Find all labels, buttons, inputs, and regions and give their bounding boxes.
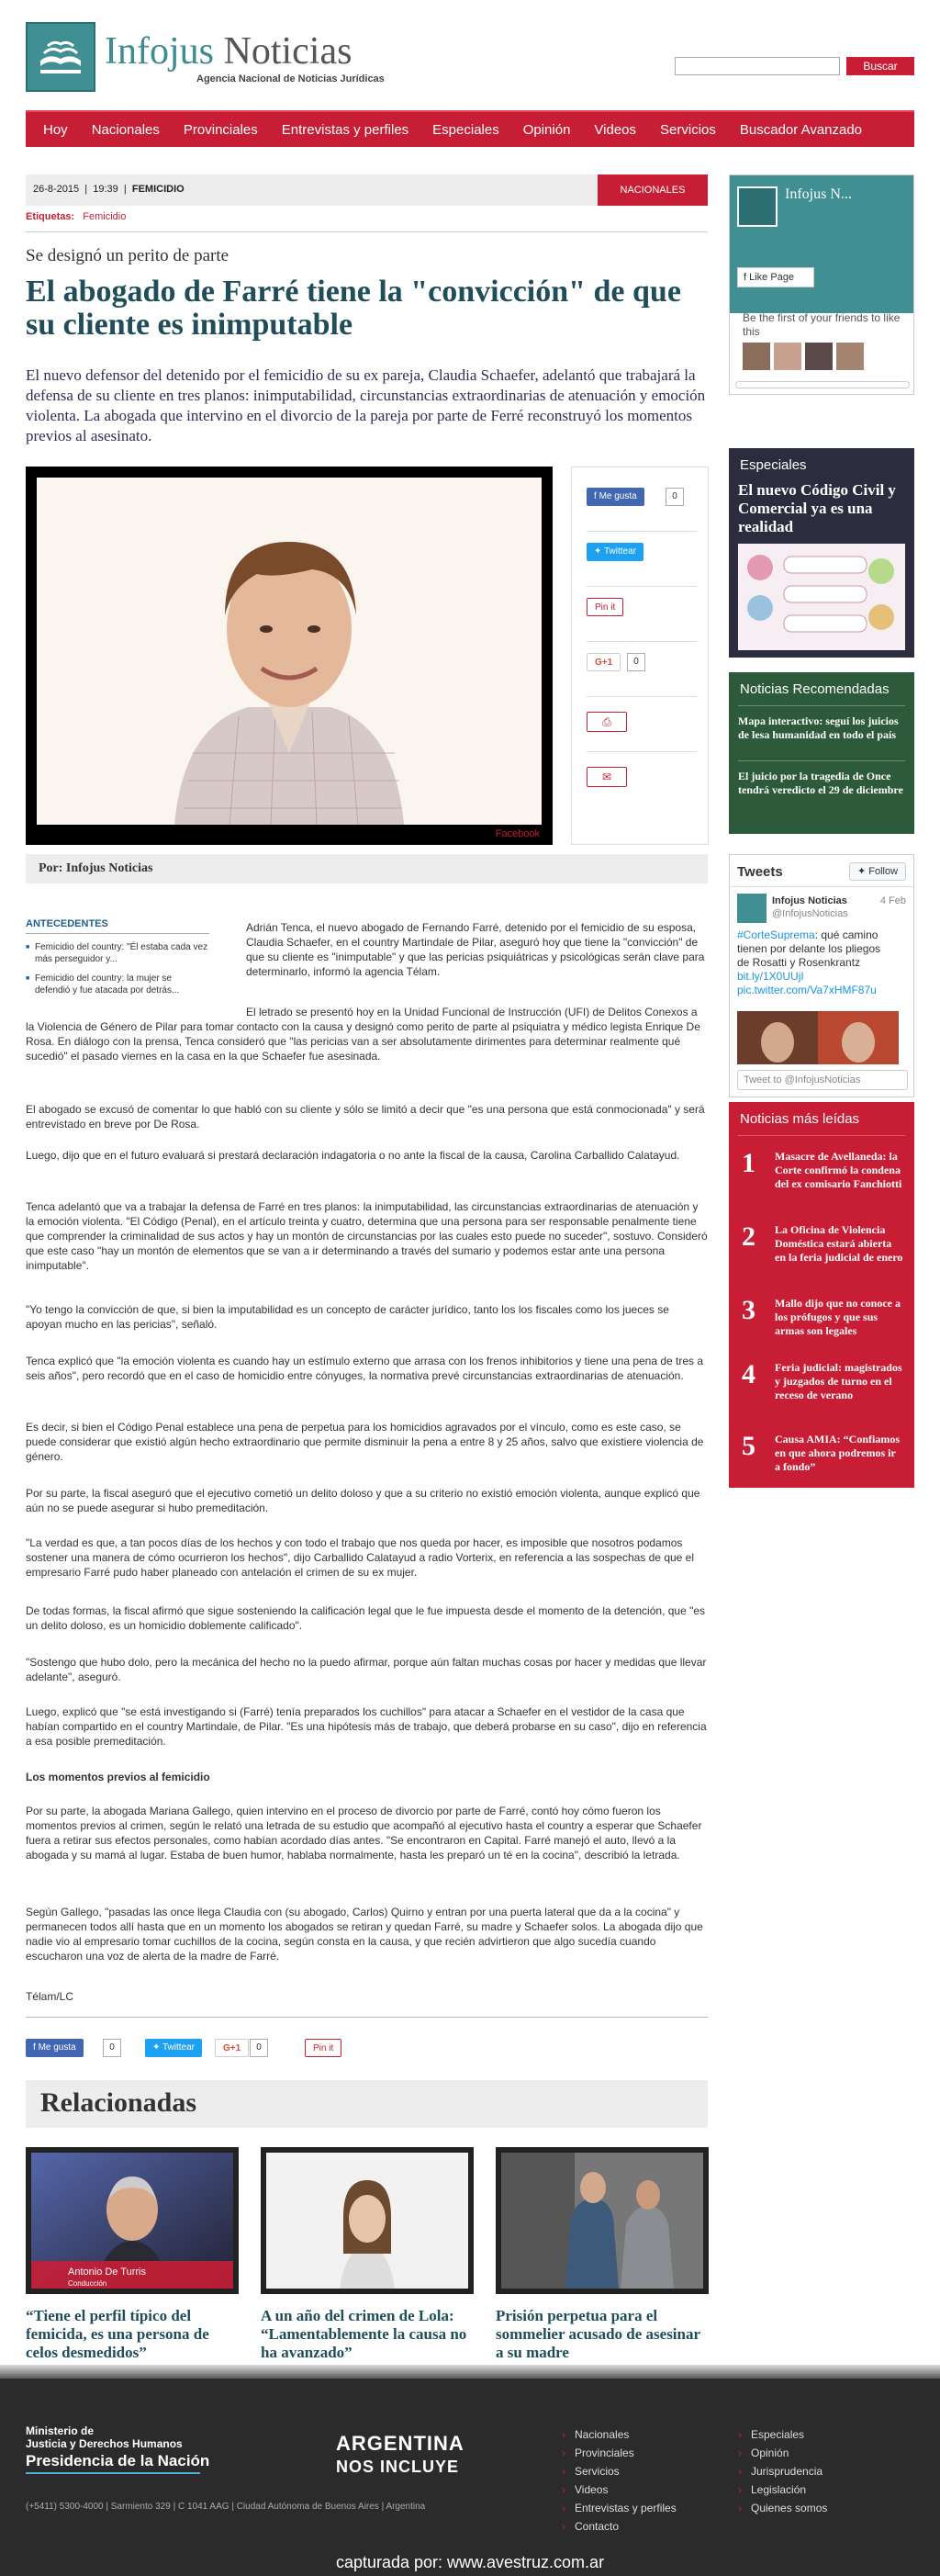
article-headline: El abogado de Farré tiene la "convicción" de que su cliente es inimputable [26,275,681,342]
friend-avatar[interactable] [743,343,770,370]
mas-leida-title[interactable]: Masacre de Avellaneda: la Corte confirmó la condena del ex comisario Fanchiotti [775,1150,902,1190]
tags-label: Etiquetas: [26,211,75,222]
mas-leida-number: 2 [742,1221,755,1252]
facebook-like-button[interactable]: f Me gusta [587,488,644,506]
footer-link[interactable]: › Legislación [751,2483,806,2496]
article-paragraph: Según Gallego, "pasadas las once llega Claudia con (su abogado, Carlos) Quirno y entran por una puerta lateral que da a la cocina" y permanecen todos allí hasta que en un momento los abogados se retiran y quedan Farré, su madre y Schaefer solos. La abogada dijo que nadie vio al empresario tomar cuchillos de la cocina, según consta en la causa, y que recién advirtieron que algo sucedía cuando escucharon una voz de alerta de la madre de Farré. [26,1906,703,1963]
article-paragraph: "La verdad es que, a tan pocos días de los hechos y con todo el trabajo que nos queda por hacer, es imposible que nosotros podamos sostener una manera de cómo ocurrieron los hechos", dijo Carballido Calatayud a radio Vorterix, en referencia a las sospechas de que el empresario Farré pudo haber planeado con antelación el crimen de su ex mujer. [26,1536,695,1579]
argentina-logo-line1: ARGENTINA [336,2432,464,2455]
related-image[interactable] [261,2147,474,2294]
logo-subtitle: Agencia Nacional de Noticias Jurídicas [196,73,385,84]
divider [738,705,905,706]
mas-leida-title[interactable]: Mallo dijo que no conoce a los prófugos y que sus armas son legales [775,1297,901,1337]
divider [738,760,905,761]
share-row-gplus [587,642,697,697]
tags-line [26,211,126,222]
tag-link[interactable]: Femicidio [83,211,127,222]
main-nav [26,110,914,147]
related-card[interactable] [261,2147,474,2362]
logo-title: Infojus Noticias [105,30,352,73]
article-category: FEMICIDIO [131,184,185,195]
twitter-widget [729,854,914,1097]
recomendadas-box [729,672,914,834]
article-paragraph: Luego, dijo que en el futuro evaluará si prestará declaración indagatoria o no ante la fiscal de la causa, Carolina Carballido Calatayud. [26,1149,680,1162]
divider [738,1135,905,1136]
footer-address: (+5411) 5300-4000 | Sarmiento 329 | C 1041 AAG | Ciudad Autónoma de Buenos Aires | Argentina [26,2502,426,2512]
tweet-image[interactable] [737,1011,899,1064]
article-meta-bar [26,174,708,206]
site-logo[interactable] [26,22,385,92]
mas-leidas-box [729,1102,914,1488]
recomendada-link[interactable]: Mapa interactivo: seguí los juicios de lesa humanidad en todo el país [738,714,899,741]
article-paragraph: El abogado se excusó de comentar lo que habló con su cliente y sólo se limitó a decir que "es una persona que está conmocionada" y será entrevistado en breve por De Rosa. [26,1103,705,1131]
article-subheading: Los momentos previos al femicidio [26,1771,210,1783]
facebook-banner[interactable] [730,175,913,313]
ministerio-line1: Ministerio de [26,2424,95,2437]
tweet-text: #CorteSuprema: qué camino tienen por delante los pliegos de Rosatti y Rosenkrantz bit.ly/1X0UUjI pic.twitter.com/Va7xHMF87u [737,928,881,996]
footer-link[interactable]: › Contacto [575,2520,619,2533]
article-paragraph: Adrián Tenca, el nuevo abogado de Fernando Farré, detenido por el femicidio de su esposa, Claudia Schaefer, en el country Martindale de Pilar, aseguró hoy que tiene la "convicción" de que su cliente es "inimputable" y que las pericias psiquiátricas y psicológicas serán clave para determinarlo, informó la agencia Télam. [246,921,705,978]
related-title: Relacionadas [40,2087,197,2118]
footer-link[interactable]: › Jurisprudencia [751,2465,822,2478]
antecedentes-title: ANTECEDENTES [26,918,209,934]
article-paragraph: "Yo tengo la convicción de que, si bien la imputabilidad es un concepto de carácter jurídico, tanto los los fiscales como los jueces se apoyan mucho en las pericias", señaló. [26,1303,669,1331]
facebook-count: 0 [103,2039,121,2057]
tweet-avatar[interactable] [737,894,767,923]
facebook-page-name: Infojus N... [785,186,852,202]
article-paragraph: De todas formas, la fiscal afirmó que sigue sosteniendo la calificación legal que le fue impuesta desde el momento de la detención, que "es un delito doloso, es un homicidio doblemente calificado". [26,1604,706,1632]
antecedente-link[interactable]: ■ Femicidio del country: la mujer se defendió y fue atacada por detrás... [26,973,209,996]
divider [26,2017,708,2018]
antecedente-link[interactable]: ■ Femicidio del country: "Él estaba cada vez más perseguidor y... [26,941,209,965]
facebook-page-logo [737,186,778,227]
related-headline[interactable]: A un año del crimen de Lola: “Lamentablemente la causa no ha avanzado” [261,2307,467,2361]
twitter-follow-button[interactable]: ✦ Follow [849,862,906,881]
nav-item-hoy[interactable]: Hoy [43,121,68,138]
related-card[interactable] [26,2147,239,2362]
article-paragraph: "Sostengo que hubo dolo, pero la mecánica del hecho no la puedo afirmar, porque aún faltan muchas cosas por hacer y medidas que llevar adelante", aseguró. [26,1656,707,1683]
mas-leida-number: 1 [742,1148,755,1178]
print-icon[interactable]: ⎙ [587,712,627,732]
share-row-pinterest [587,587,697,642]
facebook-like-page-button[interactable]: f Like Page [737,267,814,287]
footer-link[interactable]: › Opinión [751,2447,789,2459]
article-date: 26-8-2015 [33,184,80,195]
nav-item-opinion[interactable]: Opinión [522,121,571,138]
nav-item-especiales[interactable]: Especiales [432,121,499,138]
article-paragraph: Es decir, si bien el Código Penal establece una pena de perpetua para los homicidios agravados por el vínculo, como es este caso, se puede considerar que existió algún hecho extraordinario que permite disminuir la pena a entre 8 y 25 años, salvo que existiere violencia de género. [26,1421,704,1463]
article-date-line: 26-8-2015 | 19:39 | FEMICIDIO [33,184,185,195]
tweet-author-handle[interactable]: @InfojusNoticias [772,908,848,919]
ministerio-line2: Justicia y Derechos Humanos [26,2437,183,2450]
divider [26,2472,200,2474]
friend-avatar[interactable] [836,343,864,370]
author-bar [26,854,708,883]
nav-item-provinciales[interactable]: Provinciales [183,121,258,138]
divider [730,886,913,887]
related-headline[interactable]: “Tiene el perfil típico del femicida, es una persona de celos desmedidos” [26,2307,209,2361]
antecedentes-box [26,918,209,996]
article-paragraph: El letrado se presentó hoy en la Unidad Funcional de Instrucción (UFI) de Delitos Conexos a la Violencia de Género de Pilar para tomar contacto con la causa y designó como perito de parte al psiquiatra y médico legista Enrique De Rosa. En diálogo con la prensa, Tenca consideró que "las pericias van a ser absolutamente dirimentes para determinar realmente qué sucedió" el pasado viernes en la casa en la que Schaefer fue asesinada. [26,1006,700,1063]
article-lead: El nuevo defensor del detenido por el femicidio de su ex pareja, Claudia Schaefer, adelantó que trabajará la defensa de su cliente en tres planos: inimputabilidad, circunstancias extraordinarias de atenuación y emoción violenta. La abogada que intervino en el divorcio de la pareja por parte de Ferré reconstruyó los momentos previos al asesinato. [26,366,706,444]
footer-link[interactable]: › Provinciales [575,2447,634,2459]
facebook-like-button[interactable]: f Me gusta [26,2039,84,2057]
share-column [571,467,709,845]
article-photo[interactable] [26,467,553,845]
twitter-share-button[interactable]: ✦ Twittear [587,543,643,561]
nav-item-entrevistas[interactable]: Entrevistas y perfiles [281,121,409,138]
article-time: 19:39 [93,184,118,195]
divider [26,231,708,232]
bottom-share-bar [26,2039,708,2061]
article-paragraph: Tenca adelantó que va a trabajar la defensa de Farré en tres planos: la inimputabilidad, las circunstancias extraordinarias de atenuación y la emoción violenta. "El Código (Penal), en el artículo treinta y cuatro, determina que una persona para ser responsable penalmente tiene que comprender la criminalidad de sus actos y hay un montón de circunstancias por las cuales esto puede no suceder", sostuvo. Consideró que este caso "hay un montón de elementos que se van a ir determinando a través del sumario y podemos estar ante una persona inimputable". [26,1200,708,1272]
footer-link[interactable]: › Especiales [751,2428,804,2441]
share-row-twitter [587,532,697,587]
recomendadas-header: Noticias Recomendadas [740,681,890,697]
footer-link[interactable]: › Servicios [575,2465,620,2478]
mas-leida-title[interactable]: Causa AMIA: “Confiamos en que ahora podremos ir a fondo” [775,1433,901,1473]
capture-watermark: capturada por: www.avestruz.com.ar [335,2553,605,2571]
share-row-facebook [587,477,697,532]
mas-leida-title[interactable]: La Oficina de Violencia Doméstica estará abierta en la feria judicial de enero [775,1223,903,1264]
mas-leida-number: 3 [742,1295,755,1325]
related-headline[interactable]: Prisión perpetua para el sommelier acusado de asesinar a su madre [496,2307,700,2361]
especiales-title[interactable]: El nuevo Código Civil y Comercial ya es una realidad [738,481,896,535]
tweet-to-input[interactable]: Tweet to @InfojusNoticias [737,1070,908,1090]
footer-link[interactable]: › Quienes somos [751,2502,827,2514]
nav-item-nacionales[interactable]: Nacionales [91,121,160,138]
search-button[interactable]: Buscar [846,57,914,75]
related-caption-role: Conducción [68,2279,107,2288]
facebook-friends-text: Be the first of your friends to like this [743,311,901,338]
friend-avatar[interactable] [774,343,801,370]
pinterest-button[interactable]: Pin it [305,2039,341,2057]
nav-item-servicios[interactable]: Servicios [660,121,716,138]
site-footer [0,2379,940,2576]
tweet-link[interactable]: bit.ly/1X0UUjI [737,970,804,983]
argentina-logo-line2: NOS INCLUYE [336,2458,460,2476]
tweets-title: Tweets [737,864,783,880]
tweet-author-name[interactable]: Infojus Noticias [772,895,847,906]
related-image[interactable] [496,2147,709,2294]
photo-credit: Facebook [495,828,540,839]
related-image[interactable] [26,2147,239,2294]
nav-item-videos[interactable]: Videos [594,121,637,138]
mas-leida-title[interactable]: Feria judicial: magistrados y juzgados de turno en el receso de verano [775,1361,902,1401]
gplus-count: 0 [250,2039,268,2057]
especiales-header: Especiales [740,457,807,473]
related-header [26,2080,708,2128]
site-header [0,0,940,108]
article-kicker: Se designó un perito de parte [26,246,229,265]
twitter-share-button[interactable]: ✦ Twittear [145,2039,202,2057]
share-row-print [587,697,697,752]
search-input[interactable] [675,57,840,75]
article-author: Por: Infojus Noticias [39,861,153,875]
related-caption-name: Antonio De Turris [68,2267,146,2278]
portrait-image [37,478,542,825]
nav-item-buscador[interactable]: Buscador Avanzado [739,121,863,138]
mas-leida-number: 5 [742,1431,755,1461]
article-paragraph: Luego, explicó que "se está investigando si (Farré) tenía preparados los cuchillos" para atacar a Schaefer en el vestidor de la casa que habían compartido en el country Martindale, de Pilar. "Es una hipótesis más de trabajo, que deberá probarse en su caso", dijo en referencia a esa posible premeditación. [26,1705,707,1748]
share-row-mail [587,752,697,807]
footer-link[interactable]: › Entrevistas y perfiles [575,2502,677,2514]
section-badge[interactable]: NACIONALES [598,174,708,206]
especiales-image[interactable] [738,544,905,650]
gplus-count: 0 [627,653,645,671]
especiales-box [729,448,914,658]
article-paragraph: Tenca explicó que "la emoción violenta es cuando hay un estímulo externo que arrasa con los frenos inhibitorios y tiene una pena de tres a seis años", pero recordó que en el caso de homicidio entre cónyuges, la normativa prevé circunstancias extraordinarias de atenuación. [26,1355,704,1382]
facebook-count: 0 [666,488,684,506]
tweet-hashtag[interactable]: #CorteSuprema [737,928,815,941]
tweet-date[interactable]: 4 Feb [879,895,906,906]
footer-link[interactable]: › Nacionales [575,2428,629,2441]
related-card[interactable] [496,2147,709,2362]
article-paragraph: Por su parte, la abogada Mariana Gallego, quien intervino en el proceso de divorcio por parte de Farré, contó hoy cómo fueron los momentos previos al crimen, según le relató una letrada de su estudio que acompañó al ejecutivo hasta el country a esperar que Schaefer fuera a retirar sus efectos personales, como habían acordado días antes. "Se encontraron en Capital. Farré manejó el auto, llevó a la abogada y su mamá al lugar. Estaba de buen humor, hablaba normalmente, hasta les preparó un té en la cocina", describió la letrada. [26,1805,702,1862]
recomendada-link[interactable]: El juicio por la tragedia de Once tendrá veredicto el 29 de diciembre [738,770,903,796]
mail-icon[interactable]: ✉ [587,767,627,787]
article-paragraph: Por su parte, la fiscal aseguró que el ejecutivo cometió un delito doloso y que a su criterio no existió emoción violenta, aunque explicó que aún no se puede asegurar si hubo premeditación. [26,1487,700,1514]
facebook-widget [729,174,914,395]
gplus-button[interactable]: G+1 [215,2039,249,2057]
article-signature: Télam/LC [26,1990,74,2003]
friend-avatar[interactable] [805,343,833,370]
mas-leidas-header: Noticias más leídas [740,1111,860,1127]
tweet-link[interactable]: pic.twitter.com/Va7xHMF87u [737,984,877,996]
facebook-scrollbar[interactable] [735,381,910,388]
logo-book-icon [26,22,95,92]
presidencia-logo-text[interactable]: Presidencia de la Nación [26,2452,210,2469]
gplus-button[interactable]: G+1 [587,653,621,671]
mas-leida-number: 4 [742,1359,755,1389]
footer-link[interactable]: › Videos [575,2483,608,2496]
pinterest-button[interactable]: Pin it [587,598,623,616]
